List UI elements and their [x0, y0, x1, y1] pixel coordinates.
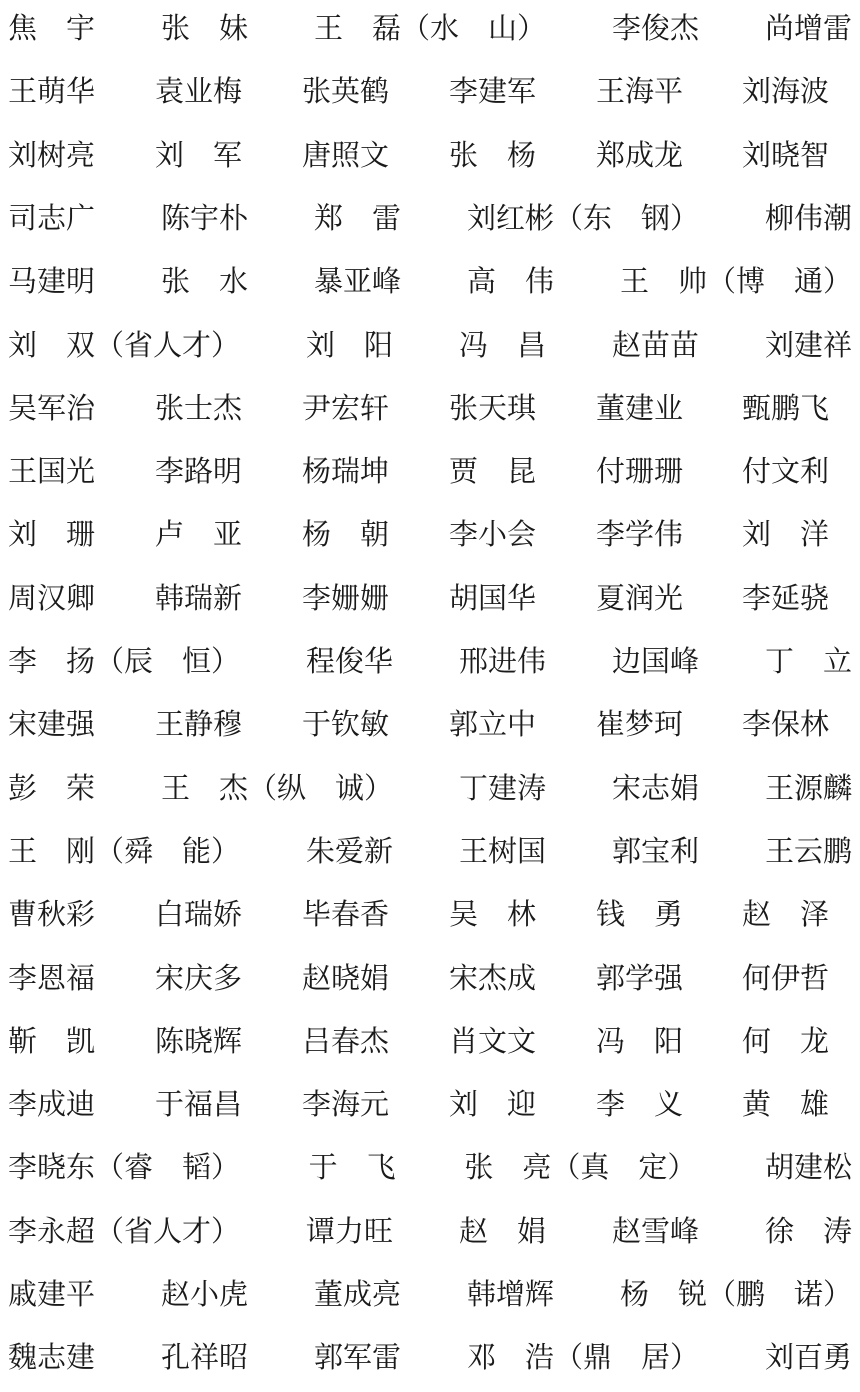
- person-name: 刘建祥: [765, 327, 853, 362]
- person-name: 张天琪: [449, 390, 537, 425]
- person-name: 柳伟潮: [765, 200, 853, 235]
- person-name: 王 磊（水 山）: [314, 11, 547, 45]
- person-name: 白瑞娇: [155, 897, 243, 932]
- person-name: 高 伟: [467, 264, 555, 299]
- person-name: 李延骁: [742, 580, 830, 615]
- person-name: 李建军: [449, 74, 537, 109]
- person-name: 于 飞: [308, 1150, 396, 1185]
- person-name: 于钦敏: [302, 707, 390, 742]
- person-name: 毕春香: [302, 897, 390, 932]
- name-row: [0, 443, 860, 506]
- person-name: 郭学强: [596, 960, 684, 995]
- person-name: 夏润光: [596, 580, 684, 615]
- name-row: [0, 886, 860, 949]
- person-name: 周汉卿: [8, 580, 96, 615]
- person-name: 魏志建: [8, 1340, 96, 1375]
- person-name: 郑 雷: [314, 200, 402, 235]
- person-name: 刘 珊: [8, 517, 96, 552]
- person-name: 暴亚峰: [314, 264, 402, 299]
- person-name: 郑成龙: [596, 137, 684, 172]
- person-name: 郭宝利: [612, 833, 700, 868]
- person-name: 李 扬（辰 恒）: [8, 644, 241, 678]
- person-name: 王 帅（博 通）: [620, 264, 853, 299]
- person-name: 刘树亮: [8, 137, 96, 172]
- name-row: [0, 127, 860, 190]
- person-name: 宋杰成: [449, 960, 537, 995]
- name-row: [0, 1266, 860, 1329]
- person-name: 李小会: [449, 517, 537, 552]
- name-row: [0, 633, 860, 696]
- person-name: 李晓东（睿 韬）: [8, 1150, 241, 1185]
- name-row: [0, 253, 860, 316]
- person-name: 刘 迎: [449, 1087, 537, 1122]
- person-name: 王海平: [596, 74, 684, 109]
- person-name: 赵雪峰: [612, 1213, 700, 1248]
- person-name: 何伊哲: [742, 960, 830, 995]
- person-name: 付文利: [742, 454, 830, 489]
- person-name: 付珊珊: [596, 454, 684, 489]
- person-name: 吴 林: [449, 897, 537, 932]
- person-name: 程俊华: [306, 644, 394, 678]
- person-name: 赵 泽: [742, 897, 830, 932]
- person-name: 朱爱新: [306, 833, 394, 868]
- person-name: 杨 朝: [302, 517, 390, 552]
- person-name: 靳 凯: [8, 1023, 96, 1058]
- person-name: 刘海波: [742, 74, 830, 109]
- person-name: 刘 双（省人才）: [8, 327, 241, 362]
- person-name: 王 刚（舜 能）: [8, 833, 241, 868]
- person-name: 尹宏轩: [302, 390, 390, 425]
- person-name: 王萌华: [8, 74, 96, 109]
- person-name: 冯 昌: [459, 327, 547, 362]
- person-name: 崔梦珂: [596, 707, 684, 742]
- person-name: 于福昌: [155, 1087, 243, 1122]
- name-row: [0, 1076, 860, 1139]
- person-name: 陈宇朴: [161, 200, 249, 235]
- person-name: 王 杰（纵 诚）: [161, 770, 394, 805]
- person-name: 肖文文: [449, 1023, 537, 1058]
- person-name: 李路明: [155, 454, 243, 489]
- person-name: 胡建松: [765, 1150, 853, 1185]
- person-name: 李学伟: [596, 517, 684, 552]
- person-name: 钱 勇: [596, 897, 684, 932]
- name-row: [0, 1329, 860, 1392]
- person-name: 王树国: [459, 833, 547, 868]
- name-row: [0, 950, 860, 1013]
- person-name: 孔祥昭: [161, 1340, 249, 1375]
- person-name: 杨瑞坤: [302, 454, 390, 489]
- name-row: [0, 190, 860, 253]
- person-name: 黄 雄: [742, 1087, 830, 1122]
- person-name: 王云鹏: [765, 833, 853, 868]
- person-name: 陈晓辉: [155, 1023, 243, 1058]
- person-name: 戚建平: [8, 1277, 96, 1311]
- person-name: 王国光: [8, 454, 96, 489]
- person-name: 李成迪: [8, 1087, 96, 1122]
- person-name: 张 水: [161, 264, 249, 299]
- person-name: 李恩福: [8, 960, 96, 995]
- person-name: 唐照文: [302, 137, 390, 172]
- name-row: [0, 570, 860, 633]
- person-name: 赵 娟: [459, 1213, 547, 1248]
- person-name: 宋建强: [8, 707, 96, 742]
- name-row: [0, 823, 860, 886]
- person-name: 郭军雷: [314, 1340, 402, 1375]
- person-name: 张 杨: [449, 137, 537, 172]
- person-name: 吕春杰: [302, 1023, 390, 1058]
- person-name: 董建业: [596, 390, 684, 425]
- person-name: 李 义: [596, 1087, 684, 1122]
- name-row: [0, 317, 860, 380]
- person-name: 王静穆: [155, 707, 243, 742]
- person-name: 李俊杰: [612, 11, 700, 45]
- person-name: 郭立中: [449, 707, 537, 742]
- person-name: 刘 阳: [306, 327, 394, 362]
- person-name: 董成亮: [314, 1277, 402, 1311]
- person-name: 杨 锐（鹏 诺）: [620, 1277, 853, 1311]
- person-name: 胡国华: [449, 580, 537, 615]
- person-name: 彭 荣: [8, 770, 96, 805]
- name-row: [0, 380, 860, 443]
- person-name: 邢进伟: [459, 644, 547, 678]
- person-name: 赵晓娟: [302, 960, 390, 995]
- person-name: 宋庆多: [155, 960, 243, 995]
- person-name: 刘百勇: [765, 1340, 853, 1375]
- person-name: 马建明: [8, 264, 96, 299]
- person-name: 何 龙: [742, 1023, 830, 1058]
- person-name: 赵苗苗: [612, 327, 700, 362]
- person-name: 李海元: [302, 1087, 390, 1122]
- person-name: 刘 洋: [742, 517, 830, 552]
- person-name: 张英鹤: [302, 74, 390, 109]
- person-name: 李姗姗: [302, 580, 390, 615]
- person-name: 李永超（省人才）: [8, 1213, 241, 1248]
- person-name: 韩瑞新: [155, 580, 243, 615]
- person-name: 尚增雷: [765, 11, 853, 45]
- person-name: 吴军治: [8, 390, 96, 425]
- person-name: 焦 宇: [8, 11, 96, 45]
- person-name: 袁业梅: [155, 74, 243, 109]
- person-name: 王源麟: [765, 770, 853, 805]
- name-row: [0, 0, 860, 63]
- person-name: 邓 浩（鼎 居）: [467, 1340, 700, 1375]
- name-row: [0, 1013, 860, 1076]
- person-name: 司志广: [8, 200, 96, 235]
- person-name: 贾 昆: [449, 454, 537, 489]
- person-name: 刘红彬（东 钢）: [467, 200, 700, 235]
- person-name: 赵小虎: [161, 1277, 249, 1311]
- person-name: 卢 亚: [155, 517, 243, 552]
- person-name: 宋志娟: [612, 770, 700, 805]
- person-name: 冯 阳: [596, 1023, 684, 1058]
- person-name: 徐 涛: [765, 1213, 853, 1248]
- person-name: 谭力旺: [306, 1213, 394, 1248]
- person-name: 李保林: [742, 707, 830, 742]
- name-row: [0, 506, 860, 569]
- person-name: 丁 立: [765, 644, 853, 678]
- person-name: 张 妹: [161, 11, 249, 45]
- name-row: [0, 696, 860, 759]
- person-name: 韩增辉: [467, 1277, 555, 1311]
- name-row: [0, 63, 860, 126]
- person-name: 丁建涛: [459, 770, 547, 805]
- person-name: 边国峰: [612, 644, 700, 678]
- person-name: 曹秋彩: [8, 897, 96, 932]
- person-name: 刘晓智: [742, 137, 830, 172]
- name-row: [0, 1139, 860, 1202]
- person-name: 甄鹏飞: [742, 390, 830, 425]
- name-row: [0, 1203, 860, 1266]
- name-row: [0, 760, 860, 823]
- person-name: 张 亮（真 定）: [464, 1150, 697, 1185]
- person-name: 刘 军: [155, 137, 243, 172]
- person-name: 张士杰: [155, 390, 243, 425]
